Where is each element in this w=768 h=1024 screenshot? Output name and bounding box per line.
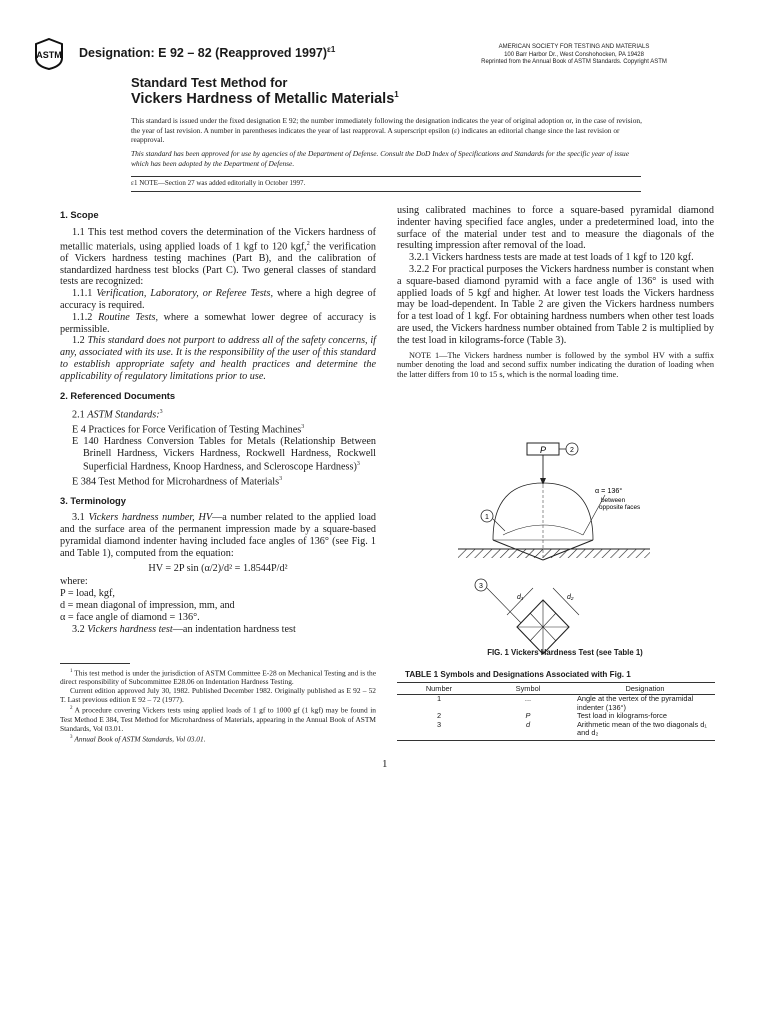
cell-number: 2 (436, 711, 442, 721)
paragraph-1-1: 1.1 This test method covers the determination of the Vickers hardness of metallic materials, using applied loads of 1 kgf to 120 kgf,$^2$ the verification of Vickers hardness testing machines (Part B), and the calibration of standardized hardness test blocks (Part C). Two general classes of standard tests are recognized: (60, 226, 376, 288)
issuance-statement: This standard is issued under the fixed designation E 92; the number immediately following the designation indicates the year of original adoption or, in the case of revision, the year of last revision. A number in parentheses indicates the year of last reapproval. A superscript epsilon (ε) indicates an editorial change since the last revision or reapproval. (131, 116, 642, 145)
divider (131, 191, 641, 192)
cell-number: 1 (436, 694, 442, 703)
publisher-line: AMERICAN SOCIETY FOR TESTING AND MATERIALS (498, 44, 650, 50)
title-line-2: Vickers Hardness of Metallic Materials$^1$ (131, 90, 399, 107)
table-1 (397, 682, 715, 741)
cell-symbol: d (481, 721, 575, 741)
vickers-equation: HV = 2P sin (α/2)/d² = 1.8544P/d² (148, 562, 288, 574)
table-row (397, 721, 715, 741)
section-heading-terminology: 3. Terminology (60, 494, 126, 506)
designation: Designation: E 92 – 82 (Reapproved 1997)$^{\varepsilon 1}$ (79, 45, 336, 61)
cell-symbol: ... (524, 694, 532, 703)
footnote-2: $^2$ A procedure covering Vickers tests using applied loads of 1 gf to 1000 gf (1 kgf) may be found in Test Method E 384, Test Method for Microhardness of Materials, appearing in the Annual Book of ASTM Standards, Vol 03.01. (60, 705, 376, 733)
footnote-3: $^3$ Annual Book of ASTM Standards, Vol 03.01. (70, 734, 206, 744)
cell-designation: Test load in kilograms-force (577, 711, 667, 721)
publisher-info (420, 44, 728, 67)
specimen-surface (458, 549, 650, 558)
dod-approval-statement: This standard has been approved for use by agencies of the Department of Defense. Consult the DoD Index of Specifications and Standards for the specific year of issue which has been adopted by the Department of Defense. (131, 149, 629, 168)
divider (131, 176, 641, 177)
cell-designation: Angle at the vertex of the pyramidal indenter (136°) (577, 694, 694, 712)
footnote-1: $^1$ This test method is under the jurisdiction of ASTM Committee E-28 on Mechanical Testing and is the direct responsibility of Subcommittee E28.06 on Indentation Hardness Testing. (60, 668, 376, 687)
cell-number: 3 (397, 721, 481, 741)
footnotes (60, 667, 376, 743)
designation-epsilon: ε1 (327, 45, 336, 54)
diagonal-label-1: d₁ (517, 594, 524, 601)
title-line-1: Standard Test Method for (131, 75, 288, 90)
reference-item-e384: E 384 Test Method for Microhardness of Materials$^3$ (72, 475, 283, 487)
table-row (397, 695, 715, 713)
angle-note: opposite faces (599, 504, 641, 511)
reference-item-e140: E 140 Hardness Conversion Tables for Metals (Relationship Between Brinell Hardness, Vickers Hardness, Rockwell Hardness, Rockwell Superficial Hardness, Knoop Hardness, and Scleroscope Hardness)$^3$ (72, 435, 376, 473)
column-header-symbol: Symbol (481, 683, 575, 695)
cell-symbol: P (525, 711, 531, 721)
svg-text:3: 3 (479, 583, 483, 590)
paragraph-2-1: 2.1 ASTM Standards:$^3$ (72, 409, 163, 421)
footnote-1b: Current edition approved July 30, 1982. Published December 1982. Originally published as E 92 – 52 T. Last previous edition E 92 – 72 (1977). (60, 686, 376, 705)
column-header-number: Number (397, 683, 481, 695)
svg-text:2: 2 (570, 447, 574, 454)
paragraph-1-1-2: 1.1.2 Routine Tests, where a somewhat lower degree of accuracy is permissible. (60, 311, 377, 335)
table-caption: TABLE 1 Symbols and Designations Associated with Fig. 1 (405, 670, 631, 679)
left-column (60, 202, 376, 635)
table-header-row (397, 683, 715, 695)
paragraph-1-1-1: 1.1.1 Verification, Laboratory, or Referee Tests, where a high degree of accuracy is required. (60, 288, 377, 311)
svg-text:1: 1 (485, 514, 489, 521)
definition-p: P = load, kgf, (60, 588, 115, 600)
note-1: NOTE 1—The Vickers hardness number is followed by the symbol HV with a suffix number denoting the load and second suffix number indicating the duration of loading when the latter differs from 10 to 15 s, which is the normal loading time. (397, 350, 714, 379)
angle-note: between (601, 497, 626, 504)
paragraph-3-2-continued: using calibrated machines to force a square-based pyramidal diamond indenter having specified face angles, under a predetermined load, into the surface of the material under test and to measure the diagonals of the resulting impression after removal of the load. (397, 205, 714, 252)
publisher-line: Reprinted from the Annual Book of ASTM Standards. Copyright ASTM (481, 59, 667, 66)
where-label: where: (60, 576, 88, 588)
paragraph-3-2: 3.2 Vickers hardness test—an indentation hardness test (72, 623, 296, 635)
reference-item-e4: E 4 Practices for Force Verification of Testing Machines$^3$ (72, 423, 305, 435)
page-number: 1 (382, 758, 388, 770)
section-heading-referenced-documents: 2. Referenced Documents (60, 389, 176, 401)
paragraph-3-2-2: 3.2.2 For practical purposes the Vickers hardness number is constant when a square-based diamond pyramid with a face angle of 136° is used with applied loads of 5 kgf and higher. At lower test loads the Vickers hardness may be load-dependent. In Table 2 are given the Vickers hardness numbers for a test load of 1 kgf. For obtaining hardness numbers when other test loads are used, the Vickers hardness number obtained from Table 2 is multiplied by the test load in kilograms-force (Table 3). (397, 263, 714, 346)
logo-text: ASTM (36, 50, 62, 60)
astm-logo (34, 38, 64, 70)
paragraph-3-1: 3.1 Vickers hardness number, HV—a number related to the applied load and the surface area of the permanent impression made by a square-based pyramidal diamond indenter having included face angles of 136° (see Fig. 1 and Table 1), computed from the equation: (60, 512, 376, 559)
right-column (397, 205, 714, 379)
editorial-note: ε1 NOTE—Section 27 was added editorially in October 1997. (131, 179, 306, 187)
angle-label: α = 136° (595, 486, 623, 495)
column-header-designation: Designation (575, 683, 715, 695)
definition-d: d = mean diagonal of impression, mm, and (60, 600, 235, 612)
publisher-line: 100 Barr Harbor Dr., West Conshohocken, PA 19428 (504, 51, 644, 58)
definition-alpha: α = face angle of diamond = 136°. (60, 611, 200, 623)
cell-designation: Arithmetic mean of the two diagonals d₁ and d₂ (575, 721, 715, 741)
figure-caption: FIG. 1 Vickers Hardness Test (see Table 1) (487, 648, 643, 657)
section-heading-scope: 1. Scope (60, 209, 99, 220)
figure-1-vickers-diagram (453, 435, 693, 680)
paragraph-1-2: 1.2 This standard does not purport to address all of the safety concerns, if any, associated with its use. It is the responsibility of the user of this standard to establish appropriate safety and health practices and determine the applicability of regulatory limitations prior to use. (60, 335, 377, 382)
paragraph-3-2-1: 3.2.1 Vickers hardness tests are made at test loads of 1 kgf to 120 kgf. (409, 252, 694, 264)
diagonal-label-2: d₂ (567, 594, 574, 601)
load-label: P (539, 445, 547, 455)
footnote-divider (60, 663, 130, 664)
